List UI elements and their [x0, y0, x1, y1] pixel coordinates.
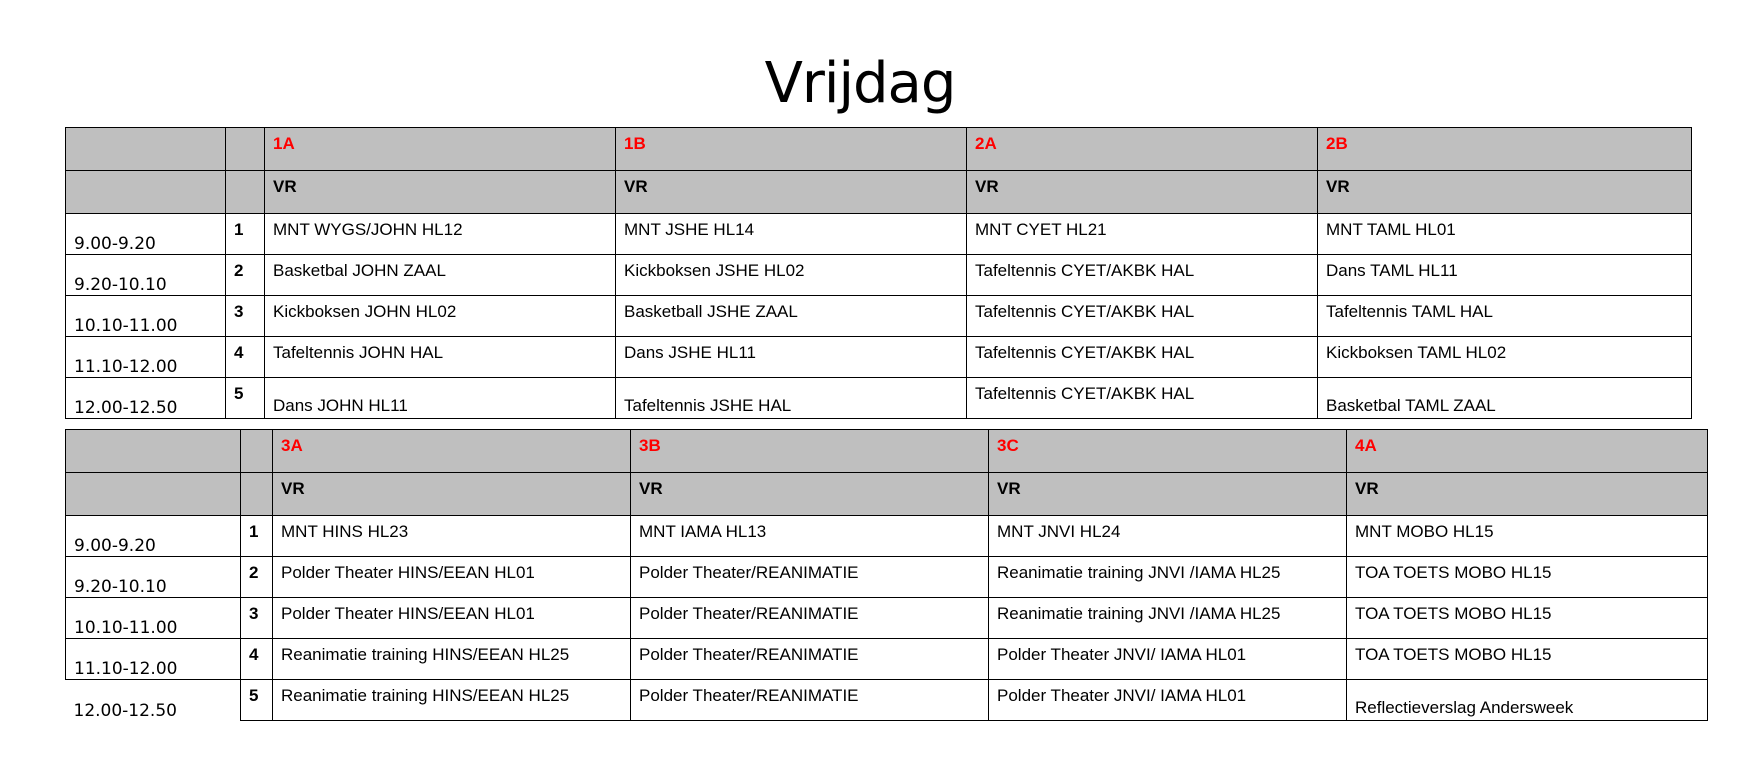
- empty-header-cell: [226, 128, 265, 171]
- period-number: 5: [226, 378, 265, 419]
- lesson-cell: Reanimatie training JNVI /IAMA HL25: [989, 557, 1347, 598]
- lesson-cell: MNT JSHE HL14: [616, 214, 967, 255]
- empty-header-cell: [241, 473, 273, 516]
- day-code: VR: [1347, 473, 1708, 516]
- class-header-row: [66, 128, 1692, 171]
- class-label: 2B: [1318, 128, 1692, 171]
- lesson-cell: Kickboksen JSHE HL02: [616, 255, 967, 296]
- time-slot: 10.10-11.00: [66, 296, 226, 337]
- day-code: VR: [967, 171, 1318, 214]
- time-slot: 9.20-10.10: [66, 255, 226, 296]
- lesson-cell: Polder Theater HINS/EEAN HL01: [273, 598, 631, 639]
- lesson-cell: MNT TAML HL01: [1318, 214, 1692, 255]
- lesson-cell: Basketbal JOHN ZAAL: [265, 255, 616, 296]
- period-number: 3: [241, 598, 273, 639]
- lesson-cell: Dans TAML HL11: [1318, 255, 1692, 296]
- period-number: 1: [241, 516, 273, 557]
- schedule-table-2: [65, 429, 1708, 721]
- period-number: 5: [241, 680, 273, 721]
- lesson-cell: Polder Theater/REANIMATIE: [631, 680, 989, 721]
- lesson-cell: TOA TOETS MOBO HL15: [1347, 557, 1708, 598]
- empty-header-cell: [241, 430, 273, 473]
- time-slot: 10.10-11.00: [66, 598, 241, 639]
- lesson-cell: Polder Theater HINS/EEAN HL01: [273, 557, 631, 598]
- day-code: VR: [616, 171, 967, 214]
- class-label: 4A: [1347, 430, 1708, 473]
- table-row: [66, 378, 1692, 419]
- lesson-cell: Tafeltennis JSHE HAL: [616, 378, 967, 419]
- lesson-cell: MNT IAMA HL13: [631, 516, 989, 557]
- lesson-cell: Polder Theater JNVI/ IAMA HL01: [989, 639, 1347, 680]
- lesson-cell: MNT MOBO HL15: [1347, 516, 1708, 557]
- day-code: VR: [273, 473, 631, 516]
- time-slot: 12.00-12.50: [66, 378, 226, 419]
- lesson-cell: Reanimatie training HINS/EEAN HL25: [273, 680, 631, 721]
- lesson-cell: Reanimatie training JNVI /IAMA HL25: [989, 598, 1347, 639]
- lesson-cell: Dans JOHN HL11: [265, 378, 616, 419]
- period-number: 2: [241, 557, 273, 598]
- table-row: [66, 255, 1692, 296]
- class-label: 3C: [989, 430, 1347, 473]
- lesson-cell: Kickboksen TAML HL02: [1318, 337, 1692, 378]
- lesson-cell: Polder Theater/REANIMATIE: [631, 557, 989, 598]
- day-code: VR: [265, 171, 616, 214]
- lesson-cell: MNT WYGS/JOHN HL12: [265, 214, 616, 255]
- lesson-cell: Polder Theater/REANIMATIE: [631, 639, 989, 680]
- lesson-cell: Tafeltennis CYET/AKBK HAL: [967, 337, 1318, 378]
- lesson-cell: Tafeltennis CYET/AKBK HAL: [967, 255, 1318, 296]
- time-slot: 11.10-12.00: [66, 639, 241, 680]
- day-code: VR: [989, 473, 1347, 516]
- empty-header-cell: [66, 171, 226, 214]
- period-number: 1: [226, 214, 265, 255]
- lesson-cell: Tafeltennis JOHN HAL: [265, 337, 616, 378]
- time-slot: 9.00-9.20: [66, 214, 226, 255]
- table-row: [66, 516, 1708, 557]
- lesson-cell: Basketbal TAML ZAAL: [1318, 378, 1692, 419]
- class-label: 2A: [967, 128, 1318, 171]
- table-row: [66, 337, 1692, 378]
- class-label: 1B: [616, 128, 967, 171]
- period-number: 2: [226, 255, 265, 296]
- time-slot: 9.00-9.20: [66, 516, 241, 557]
- class-label: 3A: [273, 430, 631, 473]
- table-row: [66, 557, 1708, 598]
- empty-header-cell: [66, 473, 241, 516]
- lesson-cell: TOA TOETS MOBO HL15: [1347, 639, 1708, 680]
- schedule-table-1: [65, 127, 1692, 419]
- subject-header-row: [66, 473, 1708, 516]
- subject-header-row: [66, 171, 1692, 214]
- lesson-cell: Tafeltennis CYET/AKBK HAL: [967, 296, 1318, 337]
- table-row: [66, 296, 1692, 337]
- time-slot: 11.10-12.00: [66, 337, 226, 378]
- period-number: 4: [226, 337, 265, 378]
- lesson-cell: Tafeltennis TAML HAL: [1318, 296, 1692, 337]
- period-number: 4: [241, 639, 273, 680]
- empty-header-cell: [66, 430, 241, 473]
- table-row: [66, 598, 1708, 639]
- lesson-cell: MNT CYET HL21: [967, 214, 1318, 255]
- page-title: Vrijdag: [764, 51, 956, 116]
- lesson-cell: MNT JNVI HL24: [989, 516, 1347, 557]
- lesson-cell: Polder Theater/REANIMATIE: [631, 598, 989, 639]
- time-slot: 9.20-10.10: [66, 557, 241, 598]
- empty-header-cell: [66, 128, 226, 171]
- day-code: VR: [631, 473, 989, 516]
- table-row: [66, 639, 1708, 680]
- lesson-cell: TOA TOETS MOBO HL15: [1347, 598, 1708, 639]
- table-row: [66, 214, 1692, 255]
- lesson-cell: Tafeltennis CYET/AKBK HAL: [967, 378, 1318, 419]
- class-header-row: [66, 430, 1708, 473]
- lesson-cell: Basketball JSHE ZAAL: [616, 296, 967, 337]
- lesson-cell: MNT HINS HL23: [273, 516, 631, 557]
- lesson-cell: Polder Theater JNVI/ IAMA HL01: [989, 680, 1347, 721]
- lesson-cell: Dans JSHE HL11: [616, 337, 967, 378]
- table-row: [66, 680, 1708, 721]
- time-slot: 12.00-12.50: [66, 680, 241, 721]
- lesson-cell: Reanimatie training HINS/EEAN HL25: [273, 639, 631, 680]
- period-number: 3: [226, 296, 265, 337]
- class-label: 3B: [631, 430, 989, 473]
- day-code: VR: [1318, 171, 1692, 214]
- lesson-cell: Kickboksen JOHN HL02: [265, 296, 616, 337]
- class-label: 1A: [265, 128, 616, 171]
- empty-header-cell: [226, 171, 265, 214]
- lesson-cell: Reflectieverslag Andersweek: [1347, 680, 1708, 721]
